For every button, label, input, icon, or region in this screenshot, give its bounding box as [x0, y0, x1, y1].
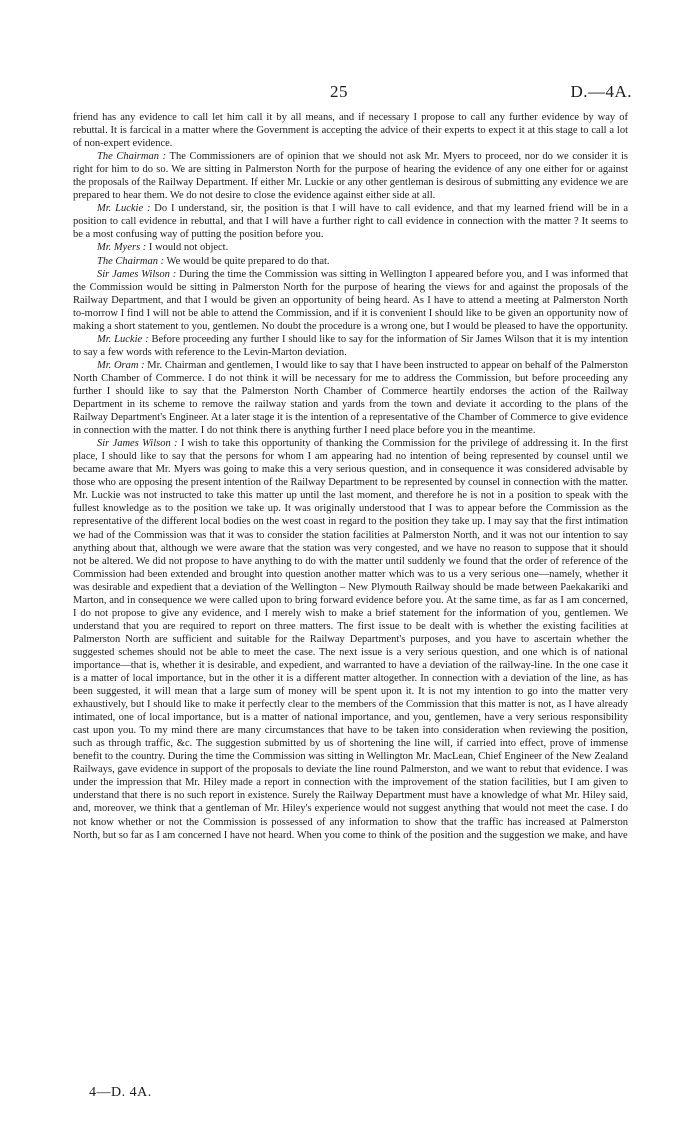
speaker-name: The Chairman :	[97, 255, 165, 267]
paragraph	[73, 241, 628, 254]
paragraph-text: We would be quite prepared to do that.	[166, 255, 330, 267]
speaker-name: Mr. Luckie :	[97, 333, 149, 345]
paragraph	[73, 255, 628, 268]
page-footer-signature: 4—D. 4A.	[89, 1085, 152, 1100]
section-reference: D.—4A.	[570, 82, 632, 101]
paragraph-text: friend has any evidence to call let him call it by all means, and if necessary I propose to call any further evidence by way of rebuttal. It is farcical in a matter where the Government is accepting the advice of their experts to expect it at this stage to call a lot of non-expert evidence.	[73, 112, 628, 150]
paragraph-text: I would not object.	[148, 242, 229, 254]
paragraph	[73, 202, 628, 241]
transcript-body	[73, 111, 628, 842]
paragraph	[73, 333, 628, 359]
paragraph-text: Before proceeding any further I should like to say for the information of Sir James Wilson that it is my intention to say a few words with reference to the Levin-Marton deviation.	[73, 333, 629, 358]
paragraph-text: The Commissioners are of opinion that we should not ask Mr. Myers to proceed, nor do we consider it is right for him to do so. We are sitting in Palmerston North for the purpose of hearing the evidence of any one either for or against the proposals of the Railway Department. If either Mr. Luckie or any other gentleman is desirous of submitting any evidence we are prepared to hear them. We do not desire to close the evidence against either side at all.	[73, 151, 628, 202]
speaker-name: Sir James Wilson :	[97, 268, 177, 280]
paragraph	[73, 150, 628, 202]
page-number: 25	[330, 82, 348, 101]
paragraph	[73, 268, 628, 333]
paragraph-text: During the time the Commission was sitting in Wellington I appeared before you, and I was informed that the Commission would be sitting in Palmerston North for the purpose of hearing the views for and against the proposals of the Railway Department, and that I would be given an opportunity of being heard. As I have to attend a meeting at Palmerston North to-morrow I find I will not be able to attend the Commission, and if it is convenient I should like to be given an opportunity now of making a short statement to you, gentlemen. No doubt the procedure is a wrong one, but I would be pleased to have the opportunity.	[73, 268, 629, 332]
paragraph-text: I wish to take this opportunity of thanking the Commission for the privilege of addressing it. In the first place, I should like to say that the persons for whom I am appearing had no intention of being represented by counsel until we became aware that Mr. Myers was going to make this a very serious question, and in consequence it was considered advisable by those who are opposing the present intention of the Railway Department to be represented by counsel in connection with the matter. Mr. Luckie was not instructed to take this matter up until the last moment, and therefore he is not in a position to speak with the fullest knowledge as to the position we take up. It was originally understood that I was to appear before the Commission as the representative of the different local bodies on the west coast in regard to the position they take up. I may say that the first intimation we had of the Commission was that it was to consider the station facilities at Palmerston North, and it was not our intention to say anything about that, although we were aware that the station was very congested, and we have no reason to suppose that it should not be altered. We did not propose to have anything to do with the matter until suddenly we found that the order of reference of the Commission had been extended and brought into question another matter which was to us a very serious one—namely, whether it was desirable and expedient that a deviation of the Wellington – New Plymouth Railway should be made between Paekakariki and Marton, and in consequence we were called upon to bring forward evidence before you. At the same time, as far as I am concerned, I do not propose to give any evidence, and I merely wish to make a brief statement for the information of you, gentlemen. We understand that you are required to report on three matters. The first issue to be dealt with is whether the existing facilities at Palmerston North are sufficient and suitable for the Railway Department's purposes, and you have to ascertain whether the suggested schemes should not be able to meet the case. The next issue is a very serious question, and one which is of national importance—that is, whether it is desirable, and expedient, and warranted to have a deviation of the railway-line. In the one case it is a matter of local importance, but in the other it is a different matter altogether. In connection with a deviation of the line, as has been suggested, it will mean that a large sum of money will be spent upon it. It is not my intention to go into the matter very exhaustively, but I should like to make it perfectly clear to the members of the Commission that this matter is not, as I have already intimated, one of local importance, but is a matter of national importance, and you, gentlemen, have a very serious responsibility cast upon you. To my mind there are many circumstances that have to be taken into consideration when reviewing the position, such as through traffic, &c. The suggestion submitted by us of shortening the line will, if carried into effect, prove of immense benefit to the country. During the time the Commission was sitting in Wellington Mr. MacLean, Chief Engineer of the New Zealand Railways, gave evidence in support of the proposals to deviate the line round Palmerston, and we want to rebut that evidence. I was under the impression that Mr. Hiley made a report in connection with the improvement of the station facilities, but I am given to understand that there is no such report in existence. Surely the Railway Department must have a knowledge of what Mr. Hiley said, and, moreover, we think that a gentleman of Mr. Hiley's experience would not suggest anything that would not meet the case. I do not know whether or not the Commission is possessed of any information to show that the traffic has increased at Palmerston North, but so far as I am concerned I have not heard. When you come to think of the position and the suggestion we make, and have	[73, 438, 629, 841]
speaker-name: The Chairman :	[97, 151, 167, 163]
speaker-name: Mr. Myers :	[97, 242, 147, 254]
paragraph-text: Do I understand, sir, the position is that I will have to call evidence, and that my learned friend will be in a position to call evidence in rebuttal, and that I will have a further right to call evidence in connection with the matter ? It seems to be a most confusing way of putting the position before you.	[73, 203, 629, 241]
paragraph-text: Mr. Chairman and gentlemen, I would like to say that I have been instructed to appear on behalf of the Palmerston North Chamber of Commerce. I do not think it will be necessary for me to address the Commission, but before proceeding any further I should like to say that the Palmerston North Chamber of Commerce heartily endorses the action of the Railway Department in its scheme to remove the railway station and yards from the town and deviate it according to the plans of the Railway Department's Engineer. At a later stage it is the intention of a representative of the Chamber of Commerce to give evidence in connection with the matter. I do not think there is anything further I need place before you in the meantime.	[73, 359, 629, 437]
speaker-name: Mr. Oram :	[97, 359, 145, 371]
speaker-name: Mr. Luckie :	[97, 203, 151, 215]
speaker-name: Sir James Wilson :	[97, 438, 178, 450]
paragraph	[73, 359, 628, 437]
page-header	[0, 82, 700, 104]
paragraph	[73, 111, 628, 150]
paragraph	[73, 437, 628, 841]
